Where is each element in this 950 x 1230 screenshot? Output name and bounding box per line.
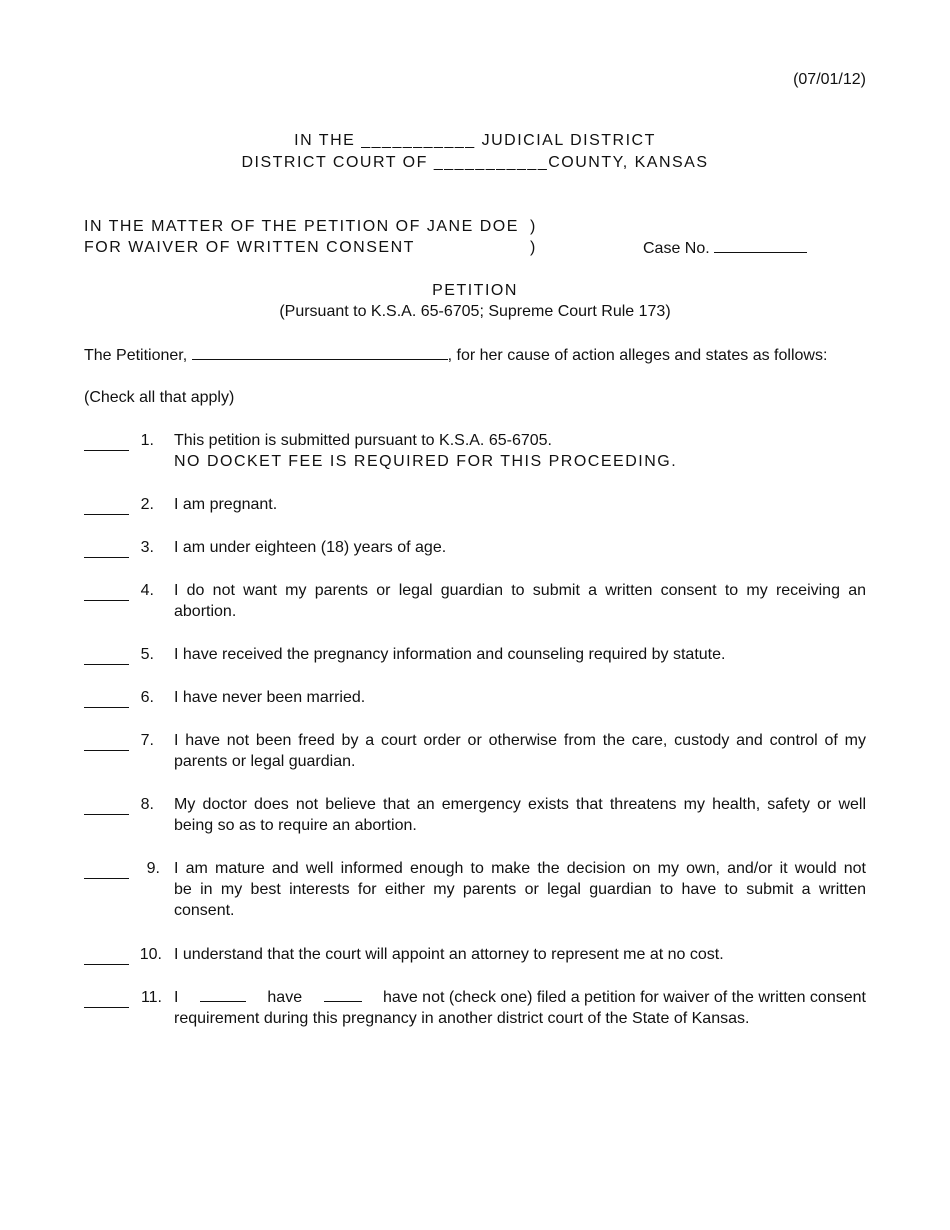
item-2-text bbox=[174, 494, 866, 515]
item-6-text bbox=[174, 687, 866, 708]
header-district-court-of: DISTRICT COURT OF bbox=[241, 154, 428, 171]
item-8-line-2: being so as to require an abortion. bbox=[174, 817, 417, 834]
item-11-rest: have not (check one) filed a petition for waiver of the written consent bbox=[383, 989, 866, 1006]
item-11-line-2: requirement during this pregnancy in another district court of the State of Kansas. bbox=[174, 1010, 750, 1027]
item-4-line-1: I do not want my parents or legal guardian to submit a written consent to my receiving an bbox=[174, 582, 866, 599]
court-header-line1 bbox=[0, 131, 950, 151]
check-instruction: (Check all that apply) bbox=[84, 389, 235, 406]
caption-line2: FOR WAIVER OF WRITTEN CONSENT bbox=[84, 239, 415, 256]
case-number-field[interactable] bbox=[714, 238, 807, 253]
item-11-number: 11. bbox=[140, 989, 162, 1006]
caption-paren-2: ) bbox=[530, 239, 536, 256]
item-8-number: 8. bbox=[140, 796, 154, 813]
header-county-kansas: COUNTY, KANSAS bbox=[548, 154, 709, 171]
item-9-line-3: consent. bbox=[174, 902, 235, 919]
petitioner-name-field[interactable] bbox=[192, 345, 448, 360]
document-title: PETITION bbox=[432, 282, 518, 299]
court-header-line2 bbox=[0, 153, 950, 173]
item-9-line-1: I am mature and well informed enough to make the decision on my own, and/or it would not bbox=[174, 860, 866, 877]
caption-paren-1: ) bbox=[530, 218, 536, 235]
item-7-line-2: parents or legal guardian. bbox=[174, 753, 356, 770]
item-1-line-2: NO DOCKET FEE IS REQUIRED FOR THIS PROCEEDING. bbox=[174, 453, 678, 470]
item-2-line-1: I am pregnant. bbox=[174, 496, 278, 513]
intro-pre: The Petitioner, bbox=[84, 347, 188, 364]
document-subtitle: (Pursuant to K.S.A. 65-6705; Supreme Court Rule 173) bbox=[279, 303, 671, 320]
item-9-text bbox=[174, 858, 866, 921]
item-7-line-1: I have not been freed by a court order or otherwise from the care, custody and control of my bbox=[174, 732, 866, 749]
item-8-text bbox=[174, 794, 866, 836]
item-10-text bbox=[174, 944, 866, 965]
caption-line1: IN THE MATTER OF THE PETITION OF JANE DOE bbox=[84, 218, 519, 235]
item-3-number: 3. bbox=[140, 539, 154, 556]
item-4-text bbox=[174, 580, 866, 622]
item-3-text bbox=[174, 537, 866, 558]
item-9-number: 9. bbox=[146, 860, 160, 877]
form-date: (07/01/12) bbox=[793, 71, 866, 88]
item-5-number: 5. bbox=[140, 646, 154, 663]
item-7-text bbox=[174, 730, 866, 772]
item-2-number: 2. bbox=[140, 496, 154, 513]
item-11-word-have: have bbox=[267, 989, 303, 1006]
item-11-have-not-blank[interactable] bbox=[324, 987, 362, 1002]
item-6-line-1: I have never been married. bbox=[174, 689, 366, 706]
item-8-line-1: My doctor does not believe that an emergency exists that threatens my health, safety or well bbox=[174, 796, 866, 813]
item-3-line-1: I am under eighteen (18) years of age. bbox=[174, 539, 447, 556]
header-in-the: IN THE bbox=[294, 132, 356, 149]
item-1-line-1: This petition is submitted pursuant to K.S.A. 65-6705. bbox=[174, 432, 552, 449]
judicial-district-blank[interactable]: ___________ bbox=[361, 132, 476, 149]
item-1-number: 1. bbox=[140, 432, 154, 449]
case-number bbox=[643, 238, 807, 259]
intro-post: , for her cause of action alleges and states as follows: bbox=[447, 347, 828, 364]
item-1-text bbox=[174, 430, 866, 472]
item-5-text bbox=[174, 644, 866, 665]
item-7-number: 7. bbox=[140, 732, 154, 749]
item-10-number: 10. bbox=[139, 946, 162, 963]
petitioner-intro bbox=[84, 345, 827, 366]
county-blank[interactable]: ___________ bbox=[433, 154, 549, 171]
item-5-line-1: I have received the pregnancy information and counseling required by statute. bbox=[174, 646, 726, 663]
item-9-line-2: be in my best interests for either my parents or legal guardian to have to submit a written bbox=[174, 881, 866, 898]
item-4-number: 4. bbox=[140, 582, 154, 599]
item-10-line-1: I understand that the court will appoint an attorney to represent me at no cost. bbox=[174, 946, 724, 963]
item-6-number: 6. bbox=[140, 689, 154, 706]
item-11-text bbox=[174, 987, 866, 1029]
item-4-line-2: abortion. bbox=[174, 603, 237, 620]
case-number-label: Case No. bbox=[643, 240, 710, 257]
item-11-have-blank[interactable] bbox=[200, 987, 246, 1002]
item-11-word-i: I bbox=[174, 989, 179, 1006]
header-judicial-district: JUDICIAL DISTRICT bbox=[481, 132, 656, 149]
item-11-line-1 bbox=[174, 987, 866, 1008]
